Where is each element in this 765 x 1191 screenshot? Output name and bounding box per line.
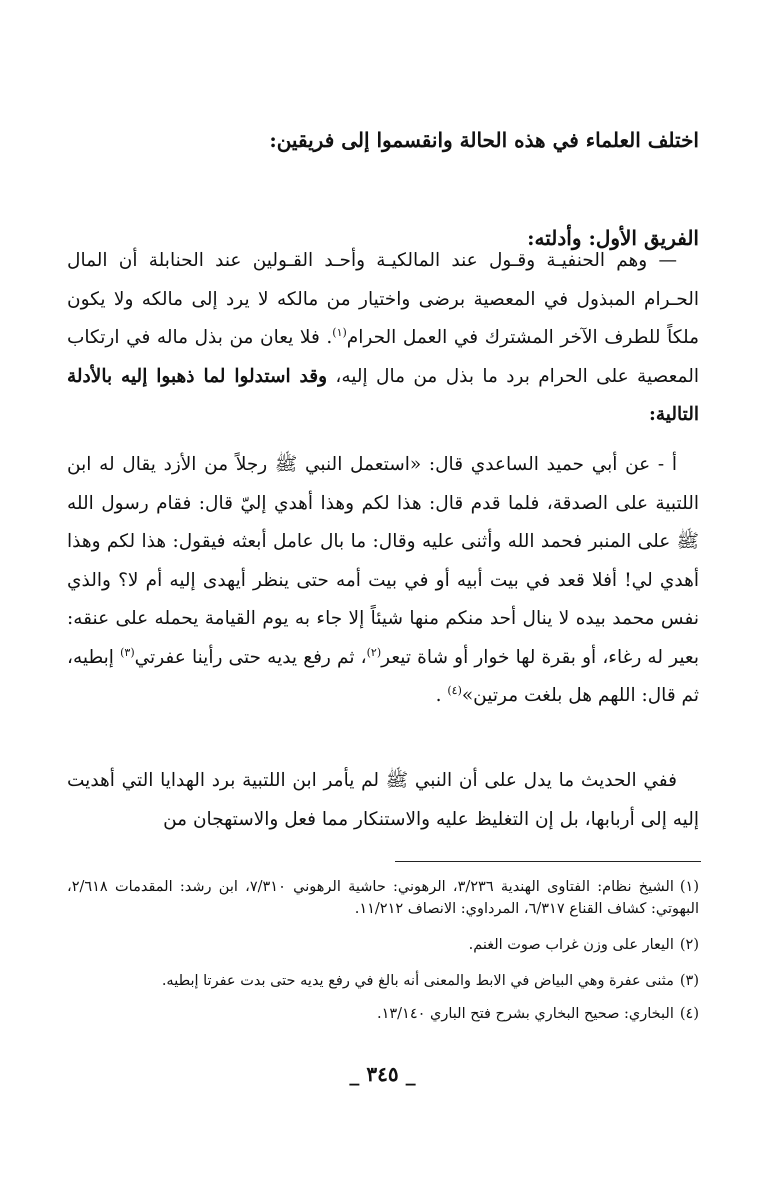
group-heading: الفريق الأول: وأدلته: [527,226,699,250]
paragraph-opinion-text-2: . فلا يعان من بذل ماله في ارتكاب المعصية على الحرام برد ما بذل من مال إليه، [67,327,699,387]
hadith-text: أ - عن أبي حميد الساعدي قال: «استعمل النبي ﷺ رجلاً من الأزد يقال له ابن اللتبية على الصدقة، فلما قدم قال: هذا لكم وهذا أهدي إليّ قال: فقام رسول الله ﷺ على المنبر فحمد الله وأثنى عليه وقال: ما بال عامل أبعثه فيقول: هذا لكم وهذا أهدي لي! أفلا قعد في بيت أبيه أو في بيت أمه حتى ينظر أيهدى إليه أم لا؟ والذي نفس محمد بيده لا ينال أحد منكم منها شيئاً إلا جاء به يوم القيامة يحمله على عنقه: بعير له رغاء، أو بقرة لها خوار أو شاة تيعر [67,454,699,668]
footnote-3 [67,970,699,992]
hadith-text-2: ، ثم رفع يديه حتى رأينا عفرتي [134,646,367,668]
hadith-text-4: . [435,685,448,706]
footnote-text: الشيخ نظام: الفتاوى الهندية ٣/٢٣٦، الرهوني: حاشية الرهوني ٧/٣١٠، ابن رشد: المقدمات ٢/٦١٨، البهوتي: كشاف القناع ٦/٣١٧، المرداوي: الانصاف ١١/٢١٢. [67,879,699,917]
footnote-divider [395,861,701,862]
footnote-number: (٤) [679,1006,699,1022]
paragraph-hadith [67,446,699,716]
footnote-text: مثنى عفرة وهي البياض في الابط والمعنى أنه بالغ في رفع يديه حتى بدت عفرتا إبطيه. [161,973,674,989]
footnote-text: اليعار على وزن غراب صوت الغنم. [468,937,674,953]
footnote-ref-2: (٢) [366,645,382,659]
section-heading: اختلف العلماء في هذه الحالة وانقسموا إلى فريقين: [269,128,699,152]
footnote-1 [67,876,699,920]
footnote-ref-1: (١) [332,325,347,339]
paragraph-opinion [67,242,699,435]
paragraph-opinion-bold: وقد استدلوا لما ذهبوا إليه بالأدلة التالية: [67,365,699,425]
footnote-number: (١) [679,879,699,895]
paragraph-opinion-text: وهم الحنفيـة وقـول عند المالكيـة وأحـد القـولين عند الحنابلة أن المال الحـرام المبذول في المعصية برضى واختيار من مالكه لا يرد إلى مالكه ولا يكون ملكاً للطرف الآخر المشترك في العمل الحرام [67,250,700,348]
dash-mark: — [658,250,677,271]
hadith-text-3: إبطيه، ثم قال: اللهم هل بلغت مرتين» [67,646,699,706]
footnote-text: البخاري: صحيح البخاري بشرح فتح الباري ١٣/١٤٠. [376,1006,674,1022]
footnote-ref-4: (٤) [447,683,462,697]
footnote-ref-3: (٣) [120,645,135,659]
footnote-number: (٢) [679,937,699,953]
footnote-4 [67,1003,699,1025]
footnote-2 [67,934,699,956]
paragraph-analysis: ففي الحديث ما يدل على أن النبي ﷺ لم يأمر ابن اللتبية برد الهدايا التي أهديت إليه إلى أربابها، بل إن التغليظ عليه والاستنكار مما فعل والاستهجان من [67,770,699,830]
page-number: _ ٣٤٥ _ [349,1062,416,1086]
footnote-number: (٣) [679,973,699,989]
